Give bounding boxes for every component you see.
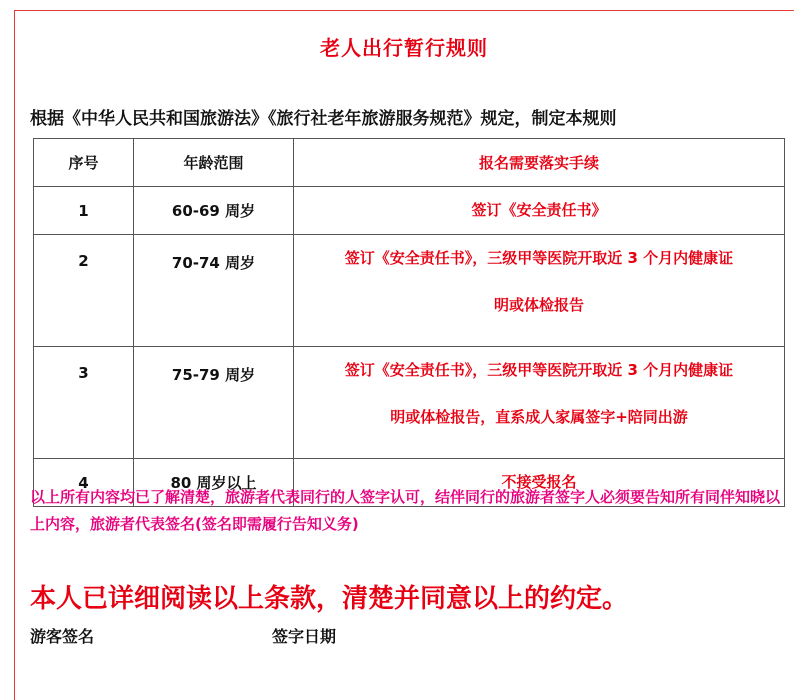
procedure-line: 签订《安全责任书》，三级甲等医院开取近 3 个月内健康证 bbox=[344, 361, 734, 379]
table-row bbox=[34, 235, 785, 347]
procedure-line: 明或体检报告 bbox=[493, 296, 584, 314]
header-procedures: 报名需要落实手续 bbox=[294, 139, 785, 187]
signature-label: 游客签名 bbox=[30, 627, 95, 646]
rules-table bbox=[33, 138, 785, 507]
row-age: 75-79 周岁 bbox=[134, 347, 294, 459]
row-age: 80 周岁以上 bbox=[134, 459, 294, 507]
row-number: 2 bbox=[34, 235, 134, 347]
table-row bbox=[34, 347, 785, 459]
header-number: 序号 bbox=[34, 139, 134, 187]
date-label: 签字日期 bbox=[272, 627, 337, 646]
agreement-statement: 本人已详细阅读以上条款，清楚并同意以上的约定。 bbox=[30, 584, 629, 614]
intro-text: 根据《中华人民共和国旅游法》《旅行社老年旅游服务规范》规定，制定本规则 bbox=[30, 109, 617, 129]
row-age: 60-69 周岁 bbox=[134, 187, 294, 235]
procedure-line: 签订《安全责任书》，三级甲等医院开取近 3 个月内健康证 bbox=[344, 249, 734, 267]
row-procedure bbox=[294, 347, 785, 459]
row-number: 3 bbox=[34, 347, 134, 459]
table-header-row bbox=[34, 139, 785, 187]
row-procedure bbox=[294, 235, 785, 347]
row-number: 1 bbox=[34, 187, 134, 235]
procedure-line: 不接受报名 bbox=[501, 473, 577, 491]
document-title: 老人出行暂行规则 bbox=[320, 36, 488, 60]
header-age-range: 年龄范围 bbox=[134, 139, 294, 187]
procedure-line: 签订《安全责任书》 bbox=[471, 201, 607, 219]
row-age: 70-74 周岁 bbox=[134, 235, 294, 347]
procedure-line: 明或体检报告，直系成人家属签字+陪同出游 bbox=[390, 408, 688, 426]
row-procedure bbox=[294, 187, 785, 235]
table-row bbox=[34, 187, 785, 235]
notice-text: 以上所有内容均已了解清楚，旅游者代表同行的人签字认可，结伴同行的旅游者签字人必须要告知所有同伴知晓以上内容，旅游者代表签名(签名即需履行告知义务) bbox=[30, 488, 781, 533]
row-number: 4 bbox=[34, 459, 134, 507]
